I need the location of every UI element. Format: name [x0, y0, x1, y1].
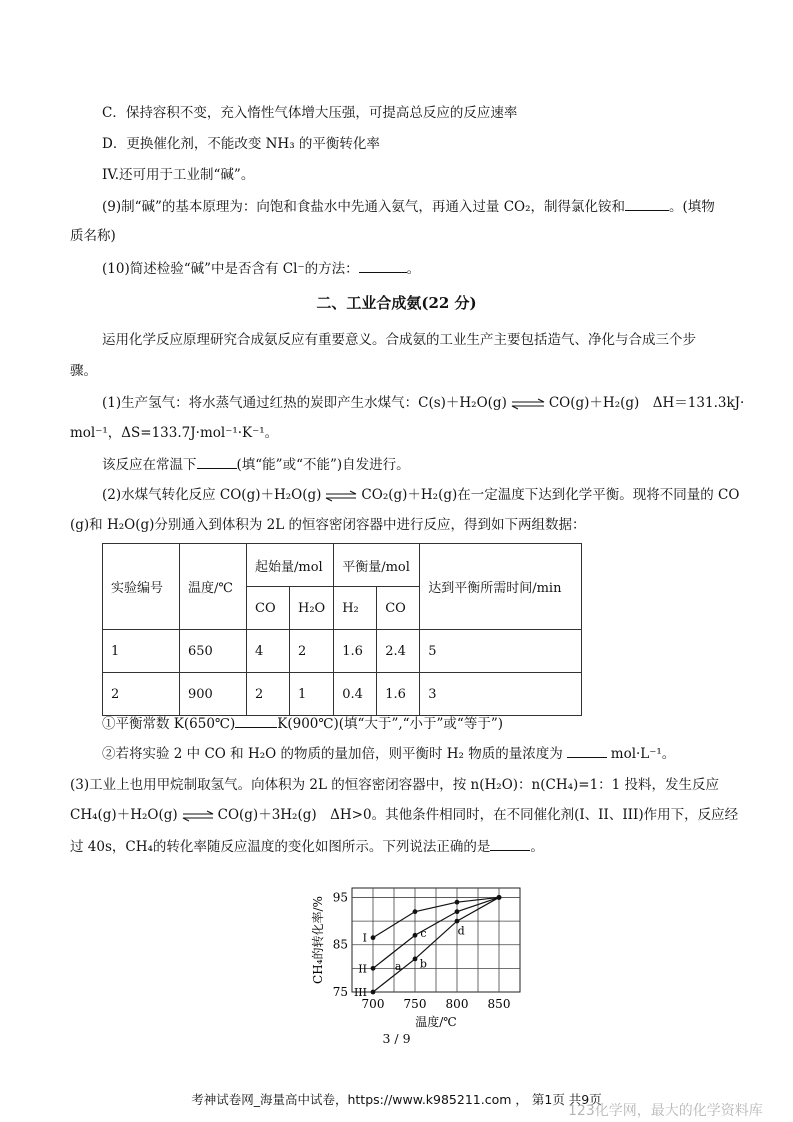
x-tick-label: 800	[445, 997, 469, 1011]
watermark: 123化学网，最大的化学资料库	[568, 1103, 763, 1119]
x-axis-label: 温度/℃	[415, 1015, 457, 1029]
table-cell: 1.6	[334, 630, 377, 673]
series-label: II	[358, 962, 367, 976]
answer-blank	[625, 196, 669, 211]
data-point	[455, 909, 460, 914]
table-row	[103, 630, 582, 673]
header-experiment-id: 实验编号	[103, 544, 180, 630]
y-tick-label: 75	[332, 985, 348, 999]
table-cell: 1	[103, 630, 180, 673]
answer-blank	[197, 454, 237, 469]
data-point	[497, 895, 502, 900]
x-tick-label: 750	[403, 997, 427, 1011]
y-tick-label: 85	[332, 937, 348, 952]
intro-line1: 运用化学反应原理研究合成氨反应有重要意义。合成氨的工业生产主要包括造气、净化与合成三个步	[102, 332, 696, 348]
part-iv-text: IV.还可用于工业制“碱”。	[102, 167, 255, 183]
subheader-co: CO	[247, 587, 290, 630]
answer-blank	[567, 743, 607, 758]
option-c: C．保持容积不变，充入惰性气体增大压强，可提高总反应的反应速率	[102, 105, 518, 121]
point-label: b	[419, 957, 427, 971]
question-3-line1: (3)工业上也用甲烷制取氢气。向体积为 2L 的恒容密闭容器中，按 n(H₂O)：n(CH₄)=1：1 投料，发生反应	[70, 777, 720, 793]
page-footer: 考神试卷网_海量高中试卷，https://www.k985211.com ， 第1页 共9页	[191, 1092, 602, 1107]
header-time: 达到平衡所需时间/min	[420, 544, 582, 630]
header-equilibrium-amount: 平衡量/mol	[334, 544, 420, 587]
option-d: D．更换催化剂，不能改变 NH₃ 的平衡转化率	[102, 136, 380, 152]
table-cell: 650	[180, 630, 247, 673]
table-cell: 2.4	[377, 630, 420, 673]
intro-line2: 骤。	[70, 363, 97, 379]
point-label: a	[394, 960, 402, 973]
series-label: I	[362, 931, 367, 945]
data-point	[413, 933, 418, 938]
question-1-line2: mol⁻¹，ΔS=133.7J·mol⁻¹·K⁻¹。	[70, 425, 279, 441]
table-row	[103, 673, 582, 716]
y-tick-label: 95	[332, 890, 348, 905]
table-cell: 2	[247, 673, 290, 716]
series-label: III	[353, 986, 367, 999]
table-cell: 3	[420, 673, 582, 716]
table-cell: 2	[103, 673, 180, 716]
question-10: (10)简述检验“碱”中是否含有 Cl⁻的方法： 。	[102, 258, 420, 279]
equilibrium-arrow-icon	[181, 810, 215, 822]
question-2-line1: (2)水煤气转化反应 CO(g)＋H₂O(g) CO₂(g)＋H₂(g)在一定温度下达到化学平衡。现将不同量的 CO	[102, 487, 740, 503]
table-cell: 2	[290, 630, 334, 673]
question-9-line2: 质名称)	[70, 228, 116, 244]
header-initial-amount: 起始量/mol	[247, 544, 334, 587]
question-2-part1: ①平衡常数 K(650℃) K(900℃)(填“大于”,“小于”或“等于”)	[102, 713, 503, 734]
section-title: 二、工业合成氨(22 分)	[316, 294, 477, 312]
answer-blank	[490, 836, 530, 851]
page-number: 3 / 9	[382, 1031, 411, 1046]
question-1-line1: (1)生产氢气：将水蒸气通过红热的炭即产生水煤气：C(s)＋H₂O(g) CO(g)＋H₂(g) ΔH＝131.3kJ·	[102, 395, 745, 411]
conversion-chart	[300, 880, 530, 1030]
equilibrium-arrow-icon	[510, 398, 546, 410]
equilibrium-arrow-icon	[324, 490, 358, 502]
table-cell: 0.4	[334, 673, 377, 716]
y-axis-label: CH₄的转化率/%	[311, 896, 325, 984]
x-tick-label: 700	[361, 997, 385, 1011]
table-cell: 1	[290, 673, 334, 716]
point-label: c	[420, 926, 427, 940]
header-temperature: 温度/℃	[180, 544, 247, 630]
table-cell: 900	[180, 673, 247, 716]
data-point	[455, 900, 460, 905]
question-3-line2: CH₄(g)＋H₂O(g) CO(g)＋3H₂(g) ΔH>0。其他条件相同时，在不同催化剂(I、II、III)作用下，反应经	[70, 807, 739, 823]
point-label: d	[457, 924, 465, 938]
answer-blank	[359, 258, 407, 273]
data-point	[413, 957, 418, 962]
subheader-h2o: H₂O	[290, 587, 334, 630]
data-point	[371, 966, 376, 971]
question-1-line3: 该反应在常温下 (填“能”或“不能”)自发进行。	[102, 454, 410, 475]
table-cell: 4	[247, 630, 290, 673]
subheader-h2: H₂	[334, 587, 377, 630]
question-2-part2: ②若将实验 2 中 CO 和 H₂O 的物质的量加倍，则平衡时 H₂ 物质的量浓度为 mol·L⁻¹。	[102, 743, 675, 764]
question-3-line3: 过 40s，CH₄的转化率随反应温度的变化如图所示。下列说法正确的是 。	[70, 836, 544, 857]
data-point	[371, 990, 376, 995]
data-point	[455, 919, 460, 924]
question-9-line1: (9)制“碱”的基本原理为：向饱和食盐水中先通入氨气，再通入过量 CO₂，制得氯化铵和 。(填物	[102, 196, 715, 217]
x-tick-label: 850	[487, 997, 511, 1011]
answer-blank	[235, 713, 277, 728]
table-cell: 1.6	[377, 673, 420, 716]
data-point	[371, 935, 376, 940]
subheader-co: CO	[377, 587, 420, 630]
question-2-line2: (g)和 H₂O(g)分别通入到体积为 2L 的恒容密闭容器中进行反应，得到如下两组数据：	[70, 517, 586, 533]
data-point	[413, 909, 418, 914]
table-cell: 5	[420, 630, 582, 673]
experiment-table	[102, 543, 582, 716]
